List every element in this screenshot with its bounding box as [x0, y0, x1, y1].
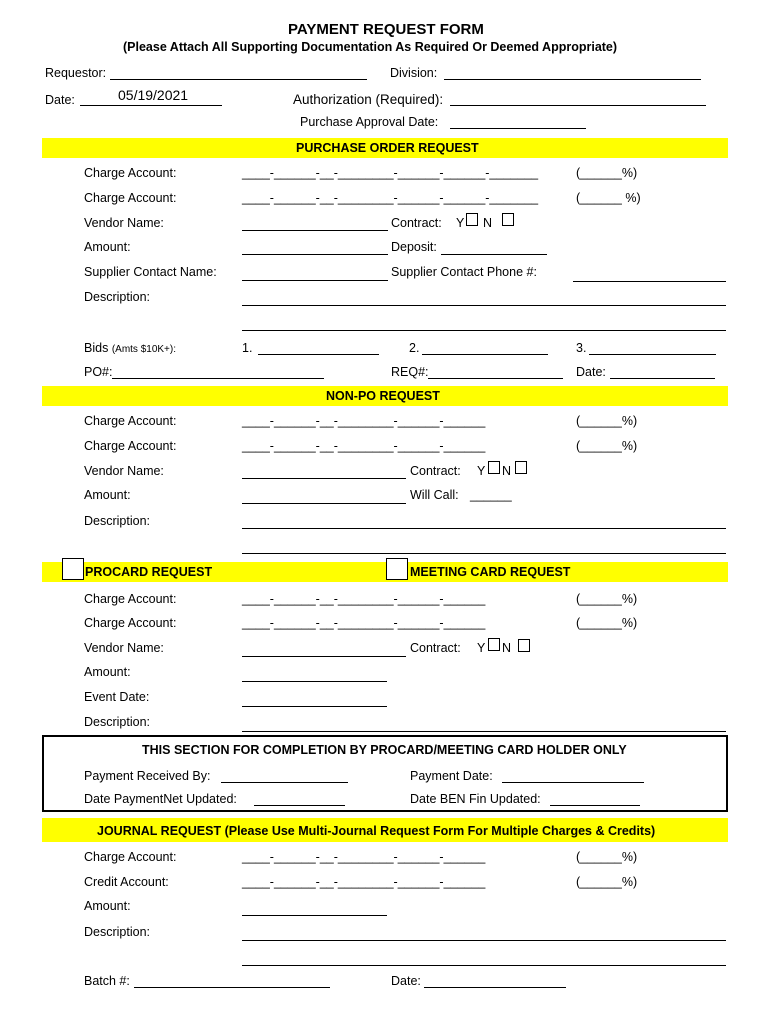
po-contract-y-checkbox[interactable] [466, 213, 478, 226]
nonpo-vendor-field[interactable] [242, 478, 406, 479]
po-bids-text: Bids [84, 341, 109, 355]
po-vendor-field[interactable] [242, 230, 388, 231]
procard-charge2-field[interactable]: ____-______-__-________-______-______ [242, 616, 486, 630]
po-deposit-label: Deposit: [391, 240, 437, 254]
po-charge1-field[interactable]: ____-______-__-________-______-______-_______ [242, 166, 539, 180]
journal-charge-field[interactable]: ____-______-__-________-______-______ [242, 850, 486, 864]
po-description-label: Description: [84, 290, 150, 304]
batch-label: Batch #: [84, 974, 130, 988]
journal-description-line2[interactable] [242, 965, 726, 966]
po-supplier-name-label: Supplier Contact Name: [84, 265, 217, 279]
journal-credit-label: Credit Account: [84, 875, 169, 889]
authorization-field[interactable] [450, 105, 706, 106]
po-contract-label: Contract: [391, 216, 442, 230]
po-bid1-field[interactable] [258, 354, 379, 355]
po-title: PURCHASE ORDER REQUEST [296, 141, 479, 155]
po-number-field[interactable] [112, 378, 324, 379]
procard-event-date-field[interactable] [242, 706, 387, 707]
purchase-approval-field[interactable] [450, 128, 586, 129]
payment-date-field[interactable] [502, 782, 644, 783]
journal-amount-field[interactable] [242, 915, 387, 916]
po-bid2-label: 2. [409, 341, 420, 355]
journal-description-line1[interactable] [242, 940, 726, 941]
division-field[interactable] [444, 79, 701, 80]
procard-amount-label: Amount: [84, 665, 131, 679]
po-vendor-label: Vendor Name: [84, 216, 164, 230]
form-title: PAYMENT REQUEST FORM [288, 21, 484, 38]
journal-amount-label: Amount: [84, 899, 131, 913]
card-holder-title: THIS SECTION FOR COMPLETION BY PROCARD/MEETING CARD HOLDER ONLY [142, 743, 627, 757]
ben-fin-updated-label: Date BEN Fin Updated: [410, 792, 541, 806]
journal-charge-percent[interactable]: (______%) [576, 850, 638, 864]
procard-vendor-label: Vendor Name: [84, 641, 164, 655]
batch-field[interactable] [134, 987, 330, 988]
journal-description-label: Description: [84, 925, 150, 939]
po-contract-n: N [483, 216, 493, 230]
nonpo-willcall-label: Will Call: [410, 488, 459, 502]
nonpo-vendor-label: Vendor Name: [84, 464, 164, 478]
journal-credit-field[interactable]: ____-______-__-________-______-______ [242, 875, 486, 889]
nonpo-description-line2[interactable] [242, 553, 726, 554]
po-req-label: REQ#: [391, 365, 429, 379]
po-req-field[interactable] [428, 378, 563, 379]
division-label: Division: [390, 66, 438, 80]
nonpo-charge1-field[interactable]: ____-______-__-________-______-______ [242, 414, 486, 428]
nonpo-title: NON-PO REQUEST [326, 389, 440, 403]
po-charge2-percent[interactable]: (______ %) [576, 191, 641, 205]
po-supplier-phone-label: Supplier Contact Phone #: [391, 265, 537, 279]
nonpo-charge2-percent[interactable]: (______%) [576, 439, 638, 453]
po-bid2-field[interactable] [422, 354, 548, 355]
procard-description-label: Description: [84, 715, 150, 729]
po-number-label: PO#: [84, 365, 113, 379]
po-charge2-field[interactable]: ____-______-__-________-______-______-_______ [242, 191, 539, 205]
requestor-label: Requestor: [45, 66, 107, 80]
date-label: Date: [45, 93, 75, 107]
nonpo-charge1-percent[interactable]: (______%) [576, 414, 638, 428]
journal-date-label: Date: [391, 974, 421, 988]
nonpo-contract-n-checkbox[interactable] [515, 461, 527, 474]
procard-description-line[interactable] [242, 731, 726, 732]
authorization-label: Authorization (Required): [293, 92, 444, 107]
procard-title: PROCARD REQUEST [85, 565, 213, 579]
journal-charge-label: Charge Account: [84, 850, 177, 864]
procard-charge2-percent[interactable]: (______%) [576, 616, 638, 630]
po-deposit-field[interactable] [441, 254, 547, 255]
po-bid3-field[interactable] [589, 354, 716, 355]
date-value: 05/19/2021 [118, 87, 189, 103]
po-bids-note: (Amts $10K+): [111, 344, 177, 355]
po-bids-label [84, 342, 176, 355]
procard-contract-n: N [502, 641, 512, 655]
po-supplier-name-field[interactable] [242, 280, 388, 281]
nonpo-amount-field[interactable] [242, 503, 406, 504]
procard-contract-label: Contract: [410, 641, 461, 655]
payment-date-label: Payment Date: [410, 769, 493, 783]
procard-contract-n-checkbox[interactable] [518, 639, 530, 652]
journal-credit-percent[interactable]: (______%) [576, 875, 638, 889]
form-subtitle: (Please Attach All Supporting Documentation As Required Or Deemed Appropriate) [123, 40, 618, 54]
po-bid3-label: 3. [576, 341, 587, 355]
nonpo-contract-y: Y [477, 464, 486, 478]
po-date-label: Date: [576, 365, 606, 379]
journal-title: JOURNAL REQUEST (Please Use Multi-Journal Request Form For Multiple Charges & Credits) [97, 824, 656, 838]
nonpo-description-label: Description: [84, 514, 150, 528]
procard-checkbox[interactable] [62, 558, 84, 580]
journal-date-field[interactable] [424, 987, 566, 988]
requestor-field[interactable] [110, 79, 367, 80]
po-contract-n-checkbox[interactable] [502, 213, 514, 226]
meeting-card-checkbox[interactable] [386, 558, 408, 580]
po-bid1-label: 1. [242, 341, 253, 355]
meeting-card-title: MEETING CARD REQUEST [410, 565, 571, 579]
nonpo-contract-y-checkbox[interactable] [488, 461, 500, 474]
nonpo-amount-label: Amount: [84, 488, 131, 502]
procard-vendor-field[interactable] [242, 656, 406, 657]
ben-fin-updated-field[interactable] [550, 805, 640, 806]
nonpo-charge1-label: Charge Account: [84, 414, 177, 428]
nonpo-charge2-label: Charge Account: [84, 439, 177, 453]
procard-contract-y-checkbox[interactable] [488, 638, 500, 651]
po-amount-label: Amount: [84, 240, 131, 254]
po-charge1-percent[interactable]: (______%) [576, 166, 638, 180]
nonpo-charge2-field[interactable]: ____-______-__-________-______-______ [242, 439, 486, 453]
procard-charge2-label: Charge Account: [84, 616, 177, 630]
payment-received-label: Payment Received By: [84, 769, 211, 783]
purchase-approval-label: Purchase Approval Date: [300, 115, 439, 129]
po-charge2-label: Charge Account: [84, 191, 177, 205]
procard-charge1-percent[interactable]: (______%) [576, 592, 638, 606]
po-supplier-phone-field[interactable] [573, 281, 726, 282]
nonpo-contract-label: Contract: [410, 464, 461, 478]
po-amount-field[interactable] [242, 254, 388, 255]
nonpo-description-line1[interactable] [242, 528, 726, 529]
procard-amount-field[interactable] [242, 681, 387, 682]
procard-charge1-field[interactable]: ____-______-__-________-______-______ [242, 592, 486, 606]
paymentnet-updated-field[interactable] [254, 805, 345, 806]
nonpo-contract-n: N [502, 464, 512, 478]
procard-charge1-label: Charge Account: [84, 592, 177, 606]
po-date-field[interactable] [610, 378, 715, 379]
paymentnet-updated-label: Date PaymentNet Updated: [84, 792, 237, 806]
po-charge1-label: Charge Account: [84, 166, 177, 180]
nonpo-willcall-field[interactable]: ______ [470, 488, 512, 502]
po-description-line1[interactable] [242, 305, 726, 306]
procard-event-date-label: Event Date: [84, 690, 150, 704]
date-field[interactable] [80, 105, 222, 106]
po-contract-y: Y [456, 216, 465, 230]
procard-contract-y: Y [477, 641, 486, 655]
payment-received-field[interactable] [221, 782, 348, 783]
po-description-line2[interactable] [242, 330, 726, 331]
